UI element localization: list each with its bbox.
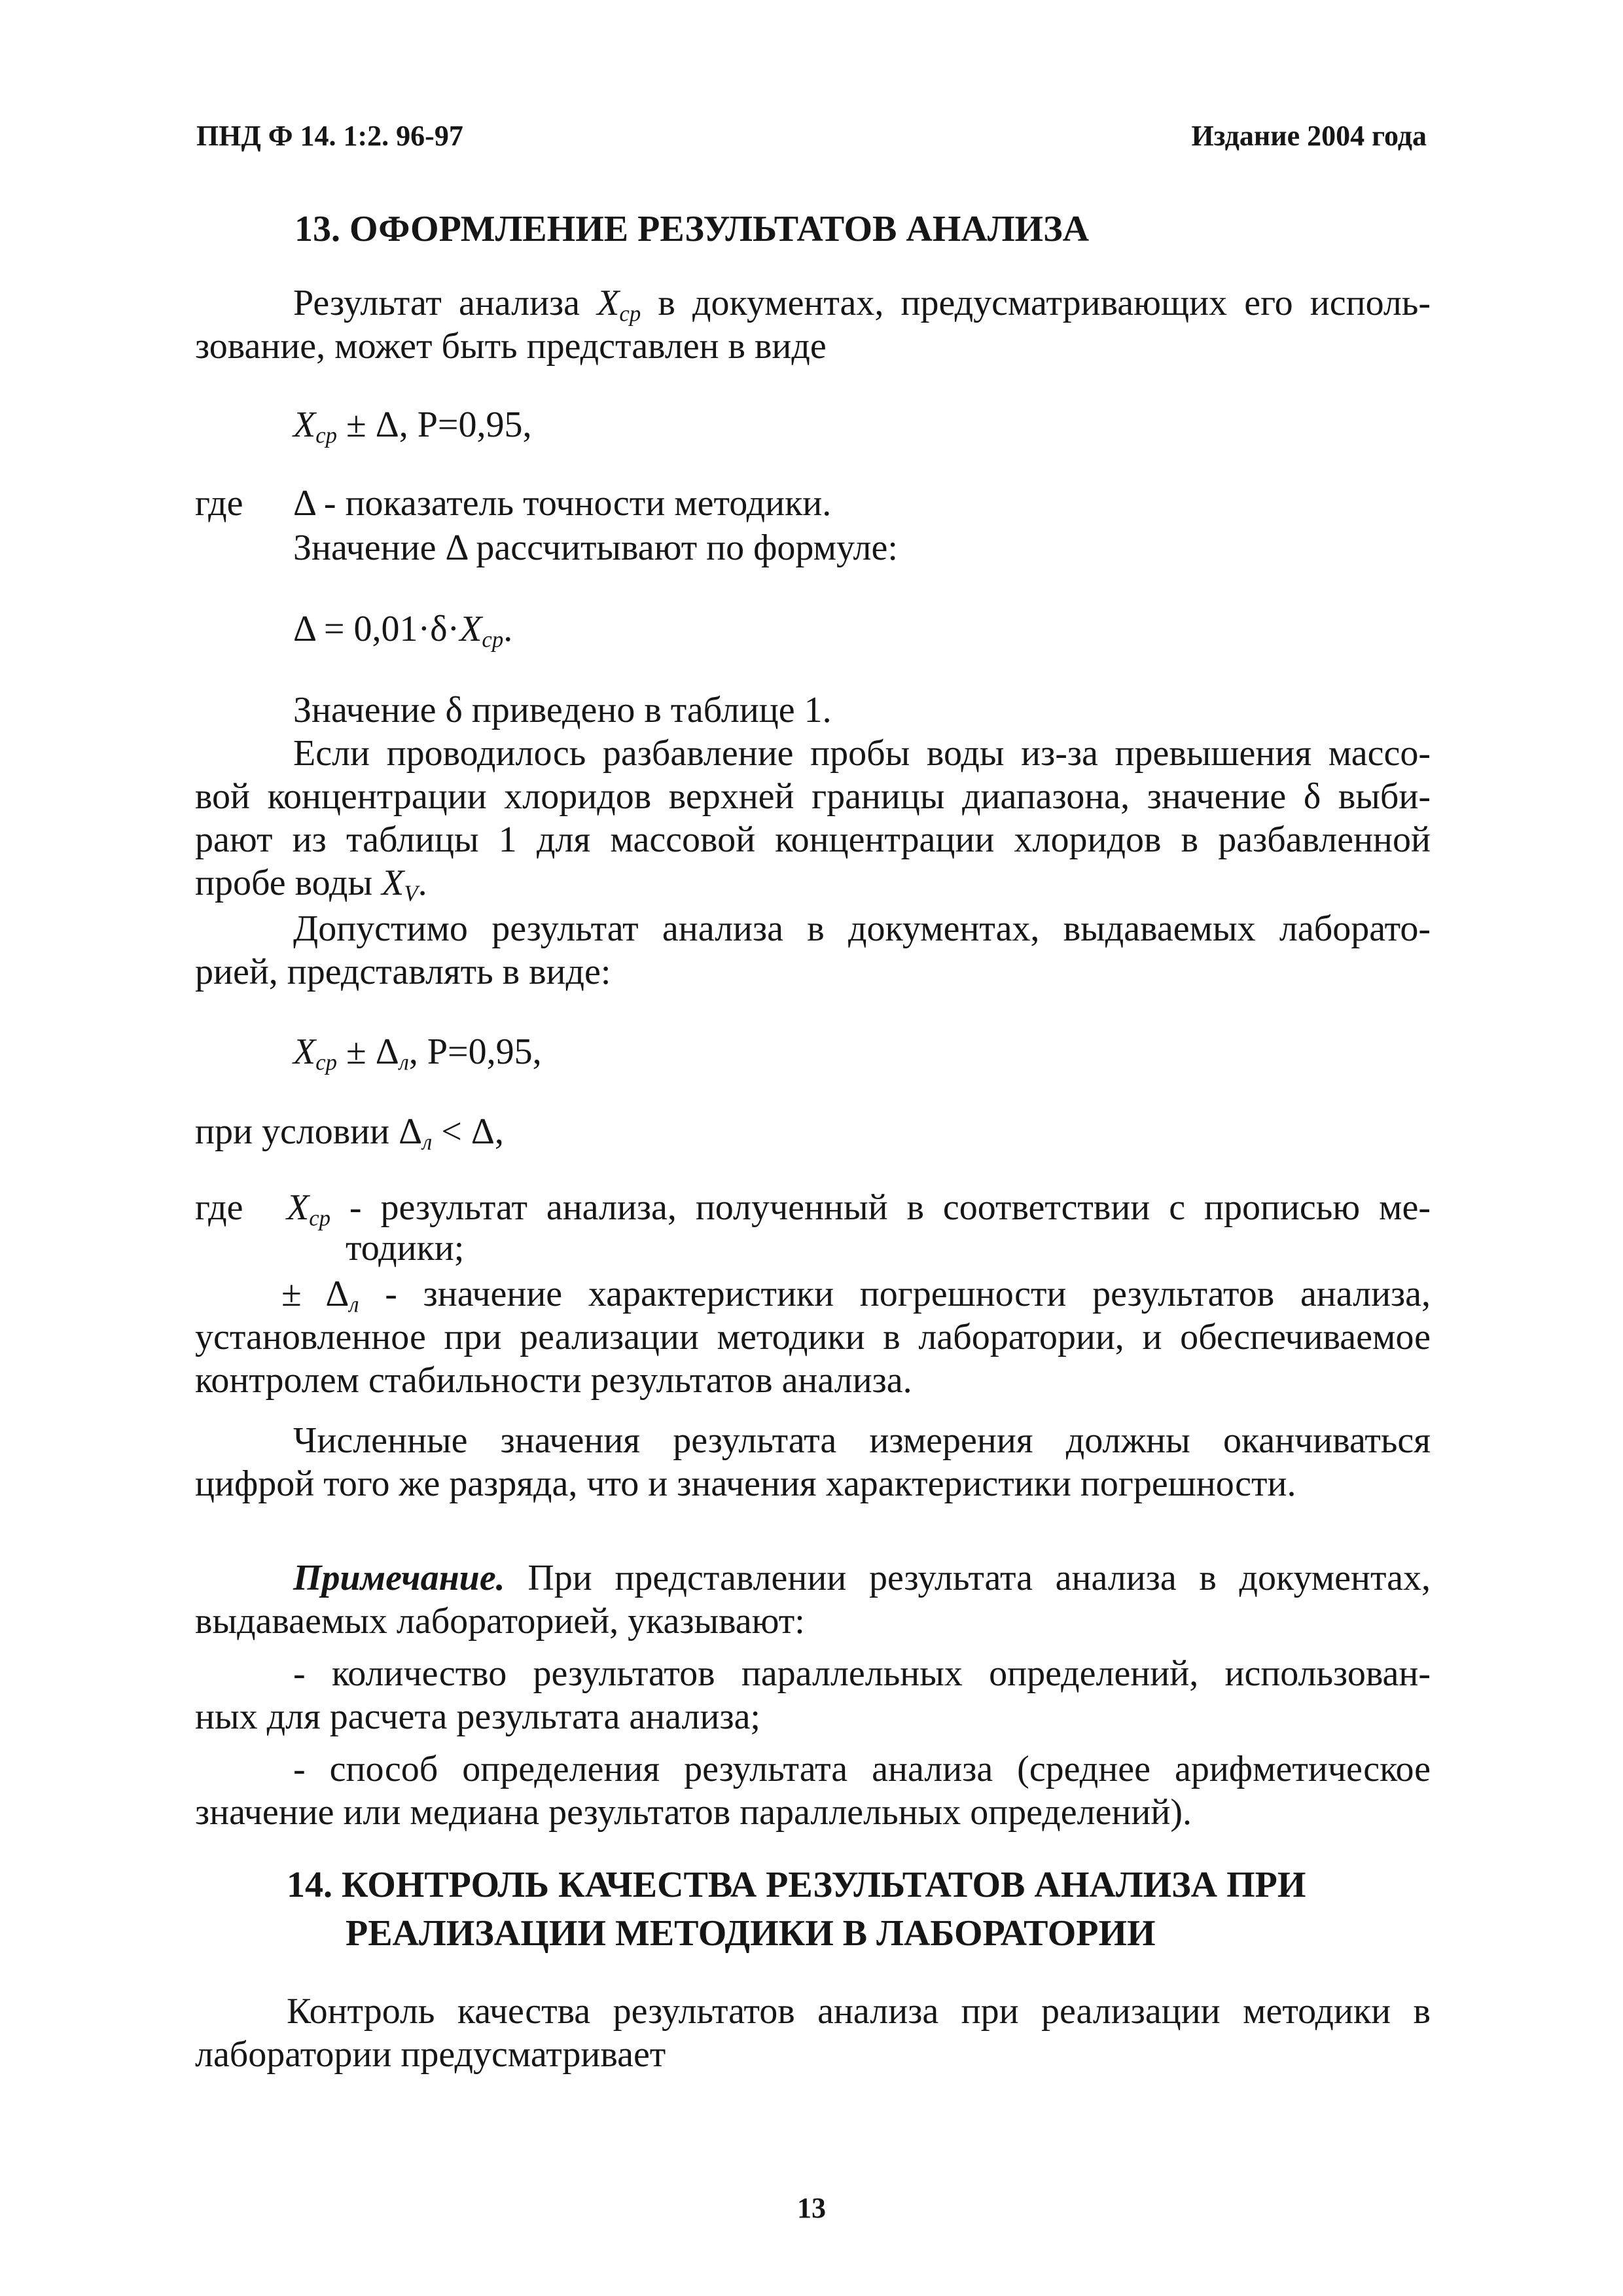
lab-line-1: Допустимо результат анализа в документах, выдаваемых лаборато- xyxy=(293,908,1431,949)
where-label-2: где xyxy=(195,1187,243,1228)
pm-delta-definition-line-2: установленное при реализации методики в лаборатории, и обеспечиваемое xyxy=(195,1317,1431,1357)
xavg-definition-line-2: тодики; xyxy=(346,1228,465,1268)
dilution-line-3: рают из таблицы 1 для массовой концентрации хлоридов в разбавленной xyxy=(195,819,1431,860)
note-bullet-1-line-1: - количество результатов параллельных определений, использован- xyxy=(293,1653,1431,1694)
document-code: ПНД Ф 14. 1:2. 96-97 xyxy=(196,120,463,152)
note-line-1: Примечание. При представлении результата анализа в документах, xyxy=(293,1558,1431,1598)
numeric-line-1: Численные значения результата измерения должны оканчиваться xyxy=(293,1420,1431,1461)
lab-line-2: рией, представлять в виде: xyxy=(195,952,611,992)
dilution-line-2: вой концентрации хлоридов верхней границы диапазона, значение δ выби- xyxy=(195,776,1431,817)
note-label: Примечание. xyxy=(293,1558,505,1598)
dilution-line-1: Если проводилось разбавление пробы воды из-за превышения массо- xyxy=(293,733,1431,774)
intro-line-1: Результат анализа $X_{ср}$ в документах, предусматривающих его исполь- xyxy=(293,283,1431,327)
formula-lab-interval: $X_{ср} \pm \Delta_л$, P=0,95, xyxy=(293,1031,542,1075)
x-avg-symbol: $X_{ср}$ xyxy=(597,283,641,327)
xavg-definition-line-1: $X_{ср}$ - результат анализа, полученный в соответствии с прописью ме- xyxy=(287,1187,1431,1231)
section-14-intro-line-1: Контроль качества результатов анализа при реализации методики в xyxy=(287,1991,1431,2032)
where-label: где xyxy=(195,483,243,524)
page-number: 13 xyxy=(797,2192,826,2224)
section-14-title-line-1: 14. КОНТРОЛЬ КАЧЕСТВА РЕЗУЛЬТАТОВ АНАЛИЗА ПРИ xyxy=(287,1865,1306,1905)
section-14-intro-line-2: лаборатории предусматривает xyxy=(195,2034,666,2075)
pm-delta-definition-line-3: контролем стабильности результатов анализа. xyxy=(195,1360,912,1401)
formula-result-interval: $X_{ср} \pm \Delta$, P=0,95, xyxy=(293,404,532,448)
note-bullet-2-line-1: - способ определения результата анализа (среднее арифметическое xyxy=(293,1749,1431,1789)
note-line-2: выдаваемых лабораторией, указывают: xyxy=(195,1601,805,1641)
formula-delta: $\Delta = 0,01\cdot\delta\cdot X_{ср}$. xyxy=(293,609,513,653)
condition-line: при условии $\Delta_л < \Delta$, xyxy=(195,1111,504,1155)
section-13-title: 13. ОФОРМЛЕНИЕ РЕЗУЛЬТАТОВ АНАЛИЗА xyxy=(294,209,1090,249)
delta-calc-intro: Значение Δ рассчитывают по формуле: xyxy=(293,528,898,568)
numeric-line-2: цифрой того же разряда, что и значения характеристики погрешности. xyxy=(195,1463,1296,1504)
edition-label: Издание 2004 года xyxy=(1191,120,1427,152)
note-bullet-2-line-2: значение или медиана результатов параллельных определений). xyxy=(195,1792,1192,1833)
pm-delta-definition-line-1: ± $\Delta_л$ - значение характеристики погрешности результатов анализа, xyxy=(281,1274,1431,1318)
note-bullet-1-line-2: ных для расчета результата анализа; xyxy=(195,1696,760,1737)
section-14-title-line-2: РЕАЛИЗАЦИИ МЕТОДИКИ В ЛАБОРАТОРИИ xyxy=(346,1913,1156,1954)
delta-definition: Δ - показатель точности методики. xyxy=(293,483,832,524)
intro-line-2: зование, может быть представлен в виде xyxy=(195,326,827,367)
delta-table-note: Значение δ приведено в таблице 1. xyxy=(293,690,832,730)
dilution-line-4: пробе воды $X_V$. xyxy=(195,863,427,906)
